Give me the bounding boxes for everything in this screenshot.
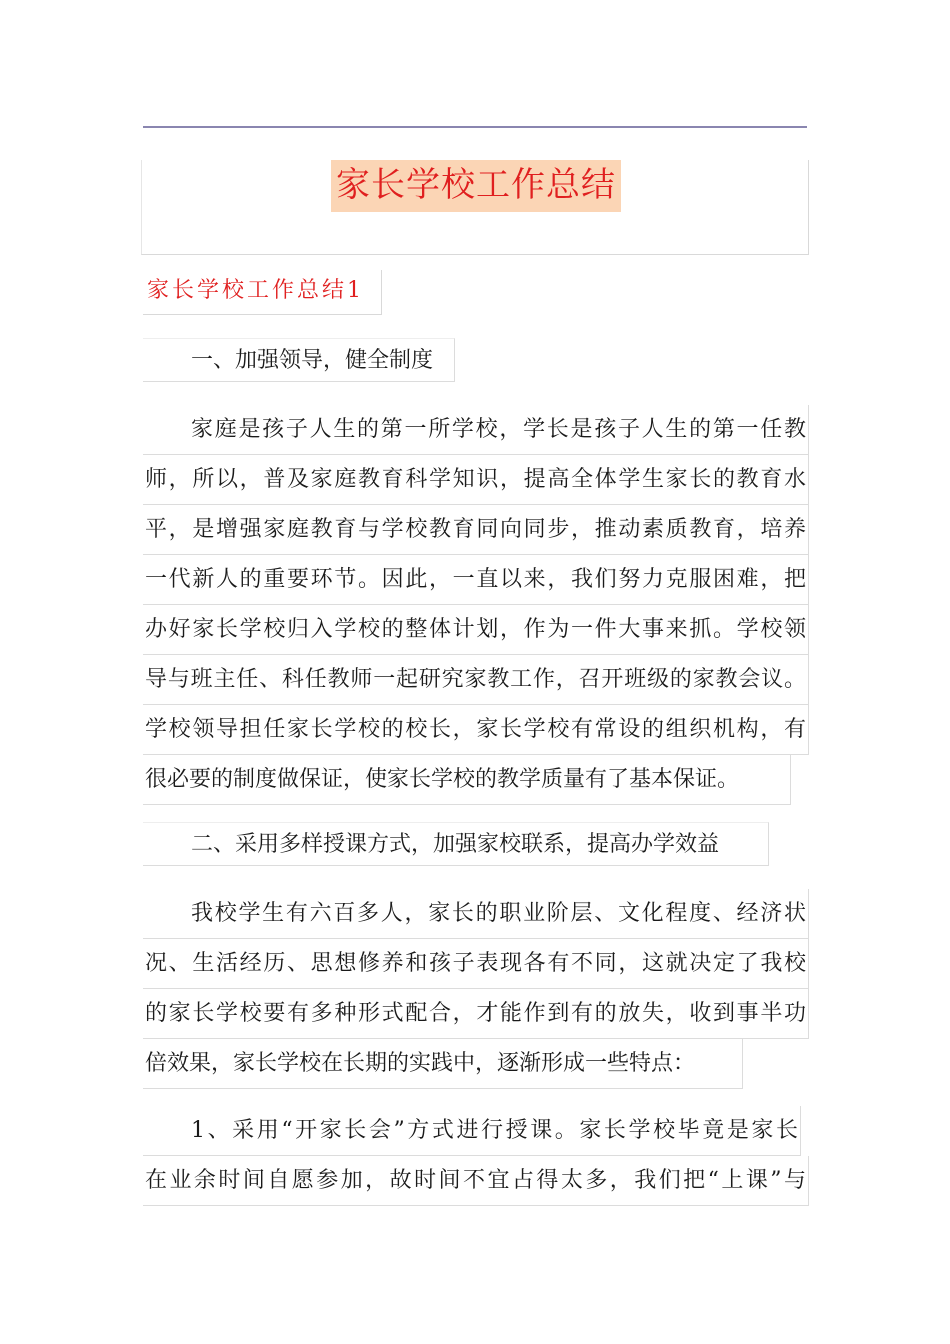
section-2 [143,822,809,866]
paragraph-line: 导与班主任、科任教师一起研究家教工作，召开班级的家教会议。 [143,655,809,705]
paragraph-line: 在业余时间自愿参加，故时间不宜占得太多，我们把“上课”与 [143,1156,809,1206]
section-1-heading: 一、加强领导，健全制度 [143,338,455,382]
paragraph-line: 我校学生有六百多人，家长的职业阶层、文化程度、经济状 [143,889,809,939]
paragraph-line: 学校领导担任家长学校的校长，家长学校有常设的组织机构，有 [143,705,809,755]
paragraph-line: 平，是增强家庭教育与学校教育同向同步，推动素质教育，培养 [143,505,809,555]
section-subtitle-text: 家长学校工作总结1 [147,278,364,303]
paragraph-line: 的家长学校要有多种形式配合，才能作到有的放失，收到事半功 [143,989,809,1039]
paragraph-line: 家庭是孩子人生的第一所学校，学长是孩子人生的第一任教 [143,405,809,455]
section-2-heading: 二、采用多样授课方式，加强家校联系，提高办学效益 [143,822,769,866]
title-box [141,160,809,255]
paragraph-line: 况、生活经历、思想修养和孩子表现各有不同，这就决定了我校 [143,939,809,989]
paragraph-line: 办好家长学校归入学校的整体计划，作为一件大事来抓。学校领 [143,605,809,655]
paragraph-line: 师，所以，普及家庭教育科学知识，提高全体学生家长的教育水 [143,455,809,505]
section-1 [143,338,809,382]
paragraph-line: 很必要的制度做保证，使家长学校的教学质量有了基本保证。 [143,755,791,805]
section-2-body [143,889,809,1089]
section-1-body [143,405,809,805]
paragraph-line: 一代新人的重要环节。因此，一直以来，我们努力克服困难，把 [143,555,809,605]
section-subtitle [143,270,382,315]
paragraph-line: 1、采用“开家长会”方式进行授课。家长学校毕竟是家长 [143,1106,801,1156]
section-3-body [143,1106,809,1206]
document-title: 家长学校工作总结 [331,160,621,212]
top-divider [143,126,807,128]
paragraph-line: 倍效果，家长学校在长期的实践中，逐渐形成一些特点： [143,1039,743,1089]
